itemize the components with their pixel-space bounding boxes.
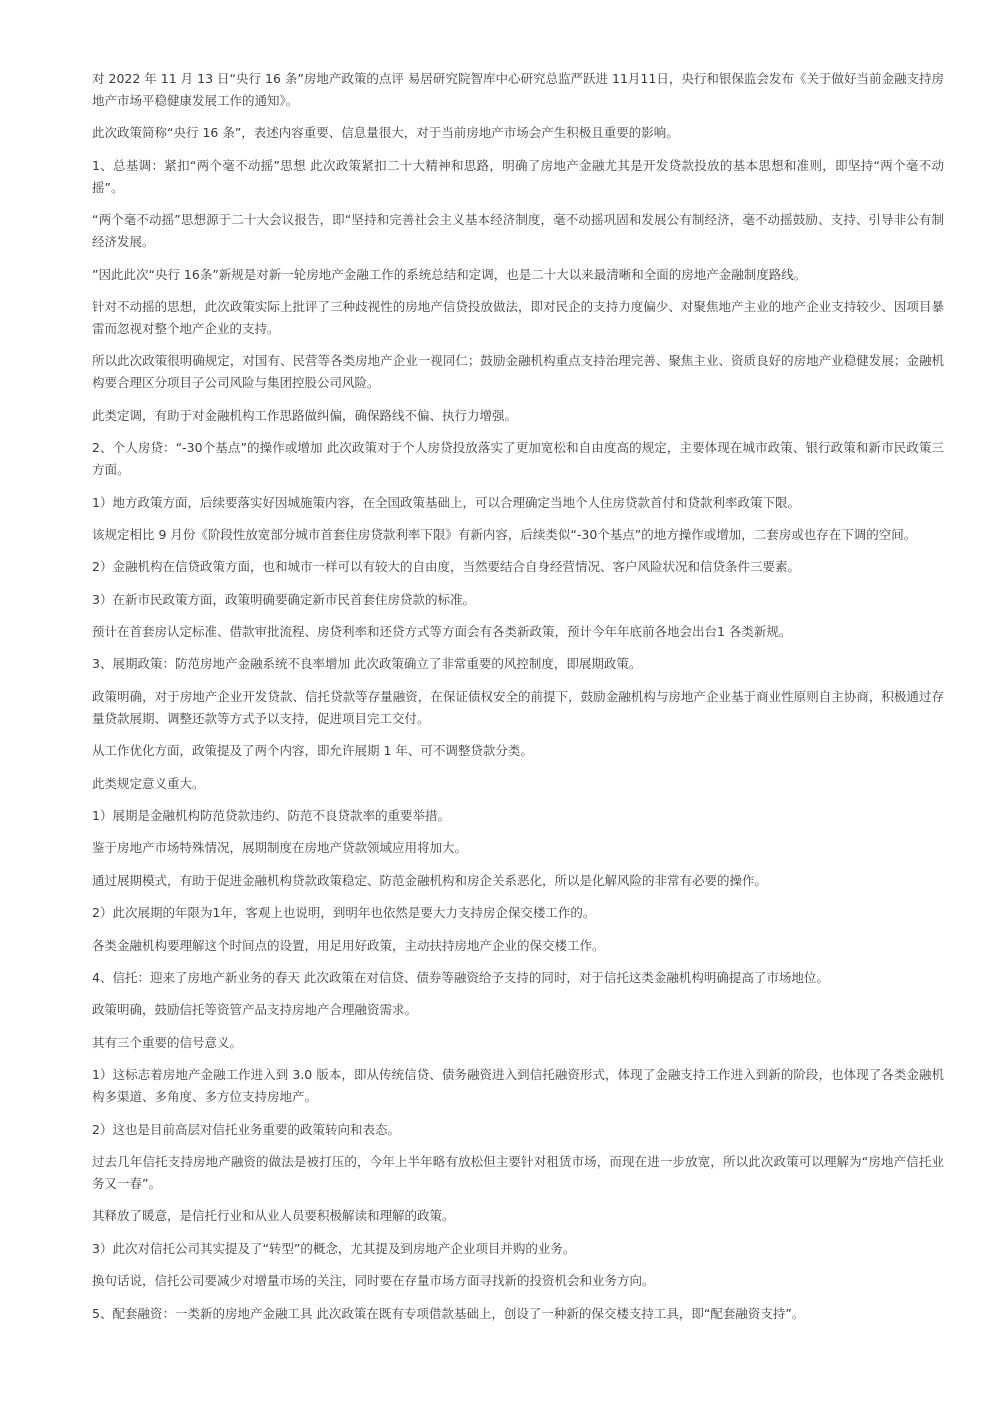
paragraph: 从工作优化方面，政策提及了两个内容，即允许展期 1 年、可不调整贷款分类。 [92,743,533,759]
paragraph: 该规定相比 9 月份《阶段性放宽部分城市首套住房贷款利率下限》有新内容，后续类似“-30个基点”的地方操作或增加，二套房或也存在下调的空间。 [92,526,917,542]
paragraph: 3）此次对信托公司其实提及了“转型”的概念，尤其提及到房地产企业项目并购的业务。 [92,1240,576,1256]
paragraph: 3）在新市民政策方面，政策明确要确定新市民首套住房贷款的标准。 [92,591,475,607]
paragraph: 预计在首套房认定标准、借款审批流程、房贷利率和还贷方式等方面会有各类新政策，预计今年年底前各地会出台1 各类新规。 [92,624,792,640]
paragraph: 4、信托：迎来了房地产新业务的春天 此次政策在对信贷、债券等融资给予支持的同时，对于信托这类金融机构明确提高了市场地位。 [92,969,829,985]
paragraph: 对 2022 年 11 月 13 日“央行 16 条”房地产政策的点评 易居研究院智库中心研究总监严跃进 11月11日，央行和银保监会发布《关于做好当前金融支持房地产市场平稳健康发展工作的通知》。 [92,71,944,108]
paragraph: 其释放了暖意，是信托行业和从业人员要积极解读和理解的政策。 [92,1208,455,1224]
paragraph: 5、配套融资：一类新的房地产金融工具 此次政策在既有专项借款基础上，创设了一种新的保交楼支持工具，即“配套融资支持”。 [92,1305,805,1321]
paragraph: 针对不动摇的思想，此次政策实际上批评了三种歧视性的房地产信贷投放做法，即对民企的支持力度偏少、对聚焦地产主业的地产企业支持较少、因项目暴雷而忽视对整个地产企业的支持。 [92,298,944,336]
paragraph: 2）此次展期的年限为1年，客观上也说明，到明年也依然是要大力支持房企保交楼工作的。 [92,905,596,921]
paragraph: 1）地方政策方面，后续要落实好因城施策内容，在全国政策基础上，可以合理确定当地个人住房贷款首付和贷款利率政策下限。 [92,494,800,510]
paragraph: 3、展期政策：防范房地产金融系统不良率增加 此次政策确立了非常重要的风控制度，即展期政策。 [92,656,642,672]
paragraph: 1）这标志着房地产金融工作进入到 3.0 版本，即从传统信贷、债务融资进入到信托融资形式，体现了金融支持工作进入到新的阶段，也体现了各类金融机构多渠道、多角度、多方位支持房地产。 [92,1067,944,1105]
paragraph: 1、总基调：紧扣“两个毫不动摇”思想 此次政策紧扣二十大精神和思路，明确了房地产金融尤其是开发贷款投放的基本思想和准则，即坚持“两个毫不动摇”。 [92,157,944,195]
paragraph: “两个毫不动摇”思想源于二十大会议报告，即“坚持和完善社会主义基本经济制度，毫不动摇巩固和发展公有制经济，毫不动摇鼓励、支持、引导非公有制经济发展。 [92,212,944,250]
paragraph: 过去几年信托支持房地产融资的做法是被打压的，今年上半年略有放松但主要针对租赁市场，而现在进一步放宽，所以此次政策可以理解为“房地产信托业务又一春”。 [92,1153,944,1191]
paragraph: 各类金融机构要理解这个时间点的设置，用足用好政策，主动扶持房地产企业的保交楼工作。 [92,937,605,953]
paragraph: 此类规定意义重大。 [92,775,205,791]
paragraph: 此次政策简称“央行 16 条”，表述内容重要、信息量很大，对于当前房地产市场会产生积极且重要的影响。 [92,125,679,141]
paragraph: 2）这也是目前高层对信托业务重要的政策转向和表态。 [92,1121,400,1137]
paragraph: 换句话说，信托公司要减少对增量市场的关注，同时要在存量市场方面寻找新的投资机会和业务方向。 [92,1273,655,1289]
paragraph: 政策明确，对于房地产企业开发贷款、信托贷款等存量融资，在保证债权安全的前提下，鼓励金融机构与房地产企业基于商业性原则自主协商，积极通过存量贷款展期、调整还款等方式予以支持，促进项目完工交付。 [92,688,944,726]
paragraph: 1）展期是金融机构防范贷款违约、防范不良贷款率的重要举措。 [92,808,450,824]
paragraph: 鉴于房地产市场特殊情况，展期制度在房地产贷款领域应用将加大。 [92,840,468,856]
paragraph: 2）金融机构在信贷政策方面，也和城市一样可以有较大的自由度，当然要结合自身经营情况、客户风险状况和信贷条件三要素。 [92,559,800,575]
paragraph: 其有三个重要的信号意义。 [92,1034,243,1050]
paragraph: 政策明确，鼓励信托等资管产品支持房地产合理融资需求。 [92,1002,418,1018]
paragraph: 所以此次政策很明确规定，对国有、民营等各类房地产企业一视同仁；鼓励金融机构重点支持治理完善、聚焦主业、资质良好的房地产业稳健发展；金融机构要合理区分项目子公司风险与集团控股公司风险。 [92,353,944,391]
paragraph: 此类定调，有助于对金融机构工作思路做纠偏，确保路线不偏、执行力增强。 [92,407,518,423]
paragraph: 2、个人房贷：“-30个基点”的操作或增加 此次政策对于个人房贷投放落实了更加宽松和自由度高的规定，主要体现在城市政策、银行政策和新市民政策三方面。 [92,440,944,478]
paragraph: 通过展期模式，有助于促进金融机构贷款政策稳定、防范金融机构和房企关系恶化，所以是化解风险的非常有必要的操作。 [92,872,768,888]
paragraph: ”因此此次“央行 16条”新规是对新一轮房地产金融工作的系统总结和定调，也是二十大以来最清晰和全面的房地产金融制度路线。 [92,266,807,282]
document-body [92,68,944,1335]
